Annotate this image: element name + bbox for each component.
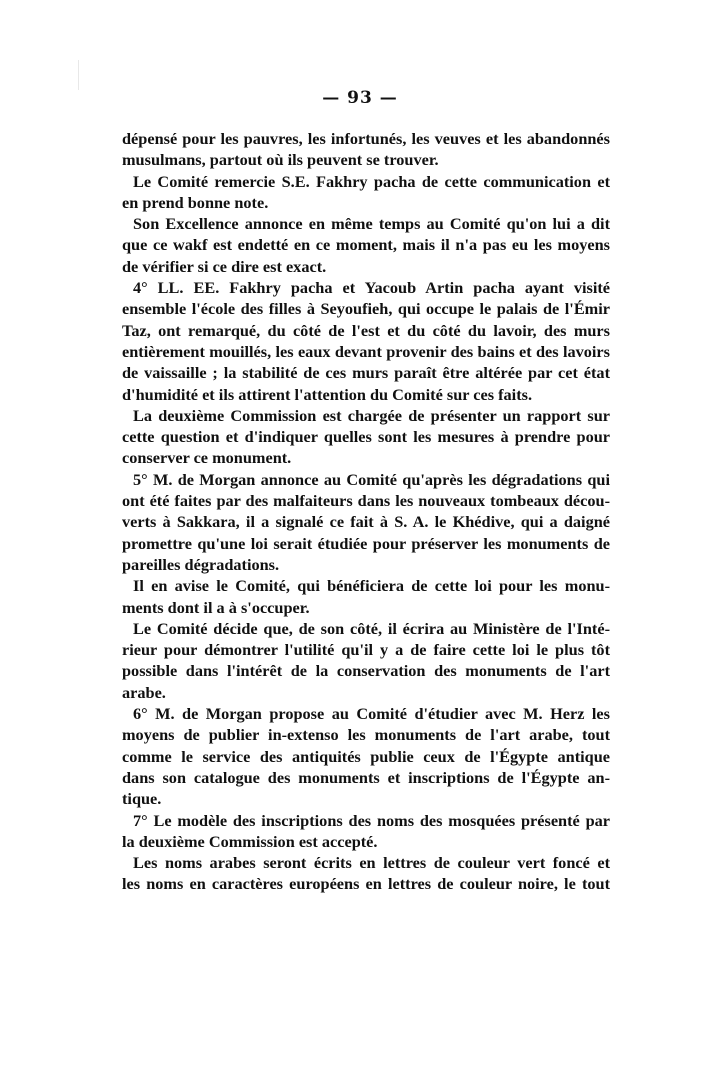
text-line: pareilles dégradations.	[122, 554, 280, 574]
text-line: 5° M. de Morgan annonce au Comité qu'après les dégradations qui	[133, 469, 610, 489]
body-text	[122, 128, 610, 895]
text-line: La deuxième Commission est chargée de présenter un rapport sur	[133, 405, 610, 425]
text-line: entièrement mouillés, les eaux devant provenir des bains et des lavoirs	[122, 341, 610, 361]
text-line: la deuxième Commission est accepté.	[122, 831, 378, 851]
text-line: Le Comité remercie S.E. Fakhry pacha de cette communication et	[133, 171, 610, 191]
text-line: possible dans l'intérêt de la conservation des monuments de l'art	[122, 661, 610, 681]
text-line: de vérifier si ce dire est exact.	[122, 256, 327, 276]
text-line: 7° Le modèle des inscriptions des noms des mosquées présenté par	[133, 810, 610, 830]
text-line: que ce wakf est endetté en ce moment, mais il n'a pas eu les moyens	[122, 235, 610, 255]
text-line: dépensé pour les pauvres, les infortunés, les veuves et les abandonnés	[122, 129, 610, 148]
page-margin-mark	[78, 60, 79, 90]
text-line: 4° LL. EE. Fakhry pacha et Yacoub Artin pacha ayant visité	[133, 278, 610, 298]
text-line: ont été faites par des malfaiteurs dans les nouveaux tombeaux décou-	[122, 491, 610, 511]
text-line: d'humidité et ils attirent l'attention du Comité sur ces faits.	[122, 384, 533, 404]
text-line: Il en avise le Comité, qui bénéficiera de cette loi pour les monu-	[133, 576, 610, 596]
text-line: cette question et d'indiquer quelles sont les mesures à prendre pour	[122, 427, 610, 447]
text-line: 6° M. de Morgan propose au Comité d'étudier avec M. Herz les	[133, 704, 610, 724]
text-line: de vaissaille ; la stabilité de ces murs paraît être altérée par cet état	[122, 363, 610, 383]
text-line: moyens de publier in-extenso les monuments de l'art arabe, tout	[122, 725, 610, 745]
text-line: ensemble l'école des filles à Seyoufieh, qui occupe le palais de l'Émir	[122, 299, 610, 319]
text-line: dans son catalogue des monuments et inscriptions de l'Égypte an-	[122, 767, 610, 787]
text-line: verts à Sakkara, il a signalé ce fait à S. A. le Khédive, qui a daigné	[122, 512, 610, 532]
text-line: en prend bonne note.	[122, 192, 269, 212]
text-line: Le Comité décide que, de son côté, il écrira au Ministère de l'Inté-	[133, 618, 610, 638]
text-line: musulmans, partout où ils peuvent se trouver.	[122, 150, 439, 170]
text-line: Les noms arabes seront écrits en lettres de couleur vert foncé et	[133, 853, 610, 873]
text-line: arabe.	[122, 682, 166, 702]
text-line: comme le service des antiquités publie ceux de l'Égypte antique	[122, 746, 610, 766]
text-line: ments dont il a à s'occuper.	[122, 597, 310, 617]
page-number: — 93 —	[322, 88, 398, 108]
text-line: conserver ce monument.	[122, 448, 292, 468]
text-line: les noms en caractères européens en lettres de couleur noire, le tout	[122, 874, 610, 894]
text-line: rieur pour démontrer l'utilité qu'il y a de faire cette loi le plus tôt	[122, 640, 610, 660]
text-line: tique.	[122, 789, 162, 809]
text-line: Son Excellence annonce en même temps au Comité qu'on lui a dit	[133, 214, 610, 234]
text-line: promettre qu'une loi serait étudiée pour préserver les monuments de	[122, 533, 610, 553]
text-line: Taz, ont remarqué, du côté de l'est et du côté du lavoir, des murs	[122, 320, 610, 340]
